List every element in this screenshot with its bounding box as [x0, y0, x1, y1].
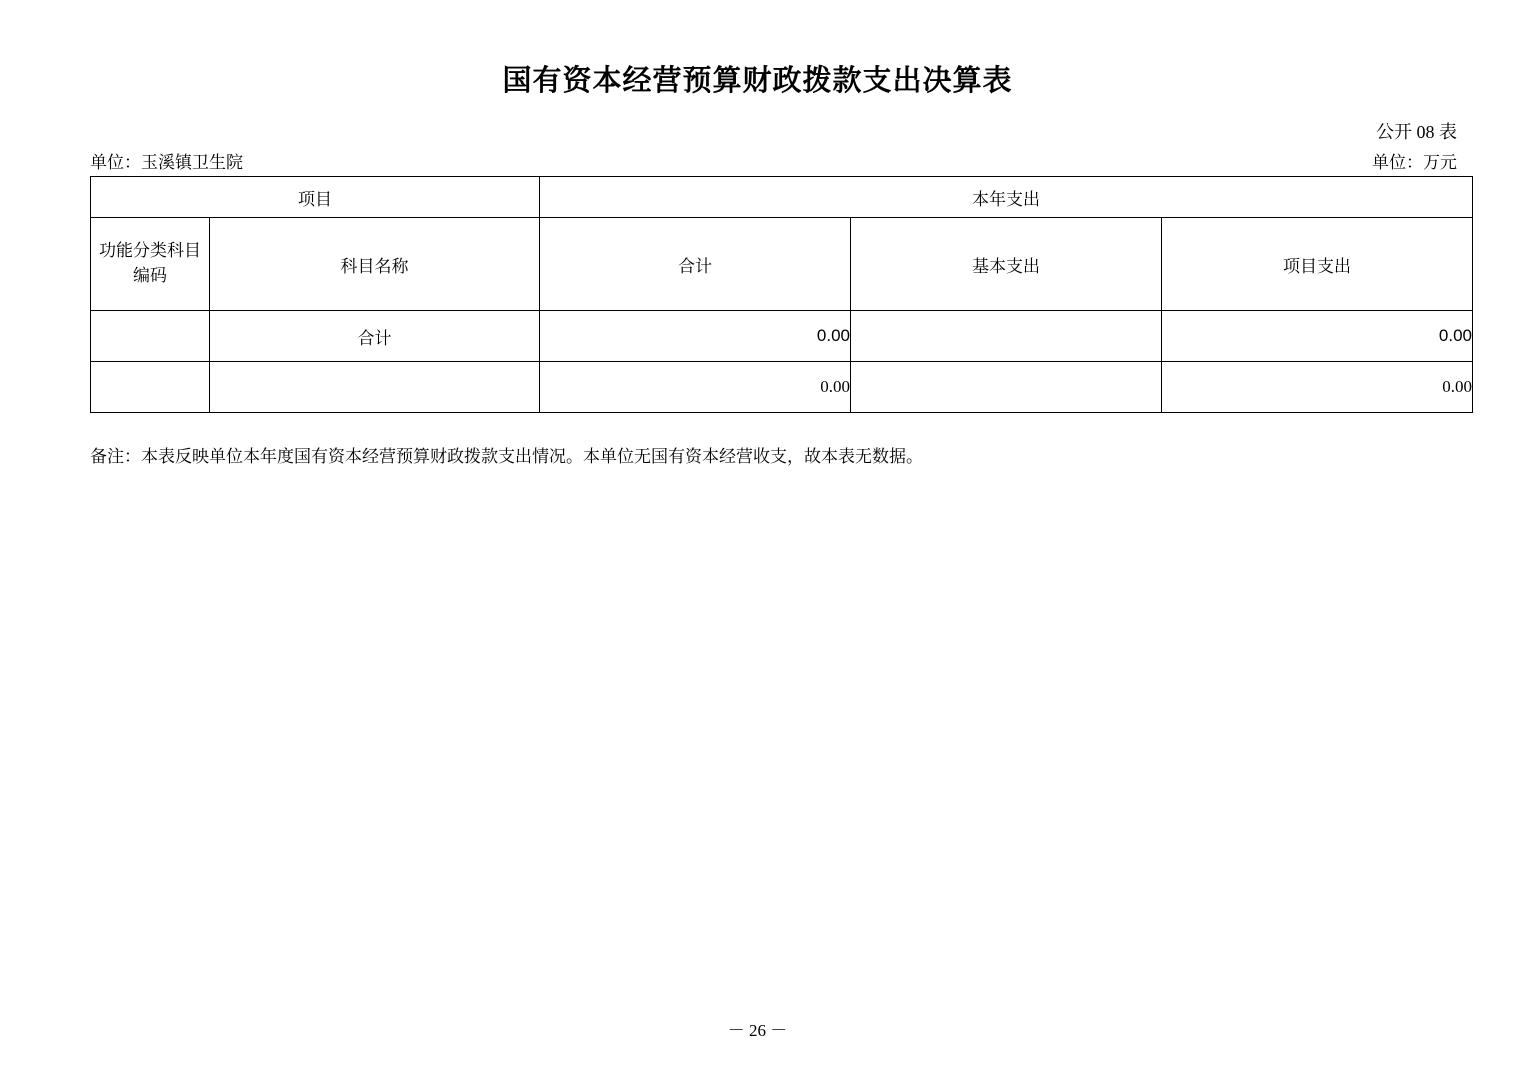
unit-label: 单位：玉溪镇卫生院	[90, 153, 243, 172]
meta-row	[90, 148, 1457, 173]
table-header-row	[91, 218, 1473, 311]
row-project: 0.00	[1162, 362, 1473, 413]
header-subject-name: 科目名称	[210, 218, 540, 311]
table-row	[91, 311, 1473, 362]
header-function-code	[91, 218, 210, 311]
page-title: 国有资本经营预算财政拨款支出决算表	[502, 65, 1013, 97]
page-number: － 26 －	[727, 1021, 788, 1040]
amount-unit-label: 单位：万元	[1372, 153, 1457, 172]
row-basic	[851, 311, 1162, 362]
row-code	[91, 311, 210, 362]
expenditure-table	[90, 176, 1473, 413]
row-basic	[851, 362, 1162, 413]
header-function-code-line2: 编码	[133, 266, 167, 285]
header-basic-expenditure: 基本支出	[851, 218, 1162, 311]
header-total: 合计	[540, 218, 851, 311]
header-item-group: 项目	[91, 177, 540, 218]
row-name	[210, 362, 540, 413]
header-project-expenditure: 项目支出	[1162, 218, 1473, 311]
table-note: 备注：本表反映单位本年度国有资本经营预算财政拨款支出情况。本单位无国有资本经营收支，故本表无数据。	[90, 447, 923, 466]
row-total: 0.00	[540, 311, 851, 362]
table-row	[91, 362, 1473, 413]
form-number: 公开 08 表	[1376, 122, 1457, 142]
row-code	[91, 362, 210, 413]
table-header-group-row	[91, 177, 1473, 218]
row-project: 0.00	[1162, 311, 1473, 362]
row-name: 合计	[210, 311, 540, 362]
header-current-year-group: 本年支出	[540, 177, 1473, 218]
row-total: 0.00	[540, 362, 851, 413]
header-function-code-line1: 功能分类科目	[99, 241, 201, 261]
